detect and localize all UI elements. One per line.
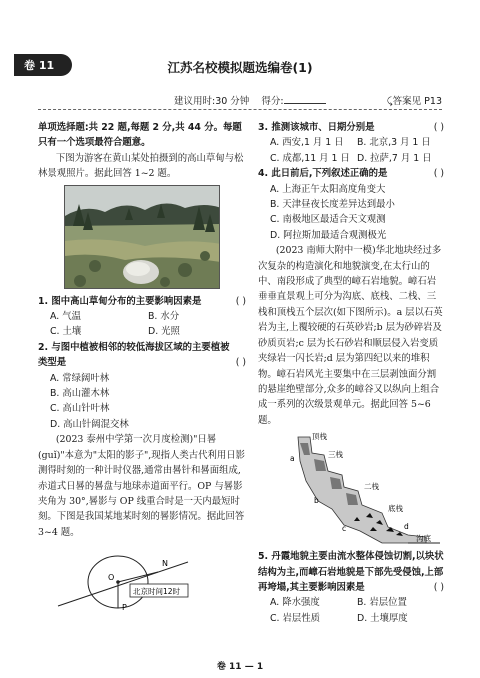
label-c: c [342,524,347,534]
paper-title: 江苏名校模拟题选编卷(1) [167,60,313,75]
question-stem: 2. 与图中植被相邻的较低海拔区域的主要植被类型是 [38,341,230,369]
question-stem: 1. 图中高山草甸分布的主要影响因素是 [38,295,202,307]
q1-options-row1 [38,309,246,324]
answer-reference-text: 答案见 P13 [392,96,442,107]
option-d[interactable]: D. 高山针阔混交林 [50,418,129,430]
suggested-time: 建议用时:30 分钟 [174,96,250,107]
label-o: O [108,573,115,583]
question-3 [258,120,444,135]
answer-paren[interactable]: ( ) [433,581,444,593]
question-stem: 3. 推测该城市、日期分别是 [258,122,375,133]
strata-diagram [258,431,444,549]
section-title: 单项选择题:共 22 题,每题 2 分,共 44 分。每题只有一个选项最符合题意。 [38,122,242,149]
q1-options-row2 [38,324,246,339]
intro-3-4: (2023 泰州中学第一次月度检测)"日晷(guǐ)"本意为"太阳的影子",现指人类古代利用日影测得时刻的一种计时仪器,通常由晷针和晷面组成,赤道式日晷的晷盘与地球赤道面平行。OP 与晷影夹角为 30°,晷影与 OP 线重合时是一天内最短时刻。下图是我国某地某时刻的晷影情况。据此回答 3~4 题。 [38,434,246,538]
sundial-diagram [38,542,246,612]
score-label: 得分: [261,96,284,107]
option-c[interactable]: C. 高山针叶林 [50,403,110,415]
option-b[interactable]: B. 北京,3 月 1 日 [357,137,431,149]
option-a[interactable]: A. 气温 [50,311,81,323]
answer-paren[interactable]: ( ) [433,168,444,180]
question-1 [38,294,246,309]
score-blank[interactable] [284,95,326,104]
q3-options-row1 [258,135,444,150]
option-c[interactable]: C. 岩层性质 [270,612,321,624]
time-label: 北京时间12时 [133,587,181,597]
label-base-ledge: 底栈 [388,504,403,514]
meadow-photo-image [65,186,220,289]
answer-paren[interactable]: ( ) [235,295,246,307]
option-a[interactable]: A. 降水强度 [270,597,320,609]
arrow-icon: ⤹ [386,96,393,107]
label-d: d [404,522,409,532]
option-d[interactable]: D. 土壤厚度 [357,612,408,624]
q3-options-row2 [258,151,444,166]
left-column [38,120,246,612]
option-d[interactable]: D. 阿拉斯加最适合观测极光 [270,229,387,241]
label-p: P [122,603,127,613]
option-a[interactable]: A. 上海正午太阳高度角变大 [270,183,386,195]
page-footer: 卷 11 — 1 [216,662,264,672]
option-d[interactable]: D. 光照 [148,326,180,338]
label-third-ledge: 三栈 [328,450,343,460]
question-4 [258,166,444,181]
meadow-photo [64,185,220,289]
label-b: b [314,496,319,506]
label-a: a [290,454,295,464]
intro-5-6: (2023 南师大附中一模)华北地块经过多次复杂的构造演化和地貌演变,在太行山的中、南段形成了典型的嶂石岩地貌。嶂石岩垂垂直景观上可分为沟底、底栈、二栈、三栈和顶栈五个层次(如下图所示)。a 层以石英岩为主,上覆较硬的石英砂岩;b 层为砂碎岩及砂质页岩;c 层为长石砂岩和顺层侵入岩变质夹绿岩一闪长岩;d 层为第四纪以来的堆积物。嶂石岩风光主要集中在三层剥蚀面分割的悬崖绝壁部分,众多的嶂谷又以纵向上组合成一系列的次级景观单元。据此回答 5~6 题。 [258,245,443,426]
option-a[interactable]: A. 常绿阔叶林 [50,372,110,384]
option-d[interactable]: D. 拉萨,7 月 1 日 [357,152,432,164]
sundial-shadow [118,572,158,582]
option-b[interactable]: B. 岩层位置 [357,597,407,609]
paper-number: 卷 11 [24,59,55,72]
q5-options-row2 [258,611,444,626]
label-top-ledge: 顶栈 [312,432,327,442]
option-c[interactable]: C. 成都,11 月 1 日 [270,152,350,164]
q5-options-row1 [258,595,444,610]
right-column [258,120,444,626]
question-stem: 5. 丹霞地貌主要由流水整体侵蚀切割,以块状结构为主,而嶂石岩地貌是下部先受侵蚀,上部再垮塌,其主要影响因素是 [258,551,444,593]
question-5 [258,549,444,595]
question-stem: 4. 此日前后,下列叙述正确的是 [258,168,388,180]
header-divider [38,109,442,110]
option-b[interactable]: B. 天津昼夜长度差异达到最小 [270,199,395,211]
option-a[interactable]: A. 西安,1 月 1 日 [270,137,344,149]
answer-reference [387,93,442,107]
intro-1-2: 下图为游客在黄山某处拍摄到的高山草甸与松林景观照片。据此回答 1~2 题。 [38,152,244,180]
option-c[interactable]: C. 南极地区最适合天文观测 [270,214,386,226]
answer-paren[interactable]: ( ) [235,356,246,368]
answer-paren[interactable]: ( ) [433,122,444,133]
label-n: N [162,559,168,569]
label-second-ledge: 二栈 [364,482,379,492]
sundial-center [116,580,120,584]
option-b[interactable]: B. 高山灌木林 [50,388,110,400]
question-2 [38,340,246,371]
label-valley: 沟底 [416,534,431,544]
option-c[interactable]: C. 土壤 [50,326,82,338]
option-b[interactable]: B. 水分 [148,311,180,323]
time-score-line [174,93,326,107]
